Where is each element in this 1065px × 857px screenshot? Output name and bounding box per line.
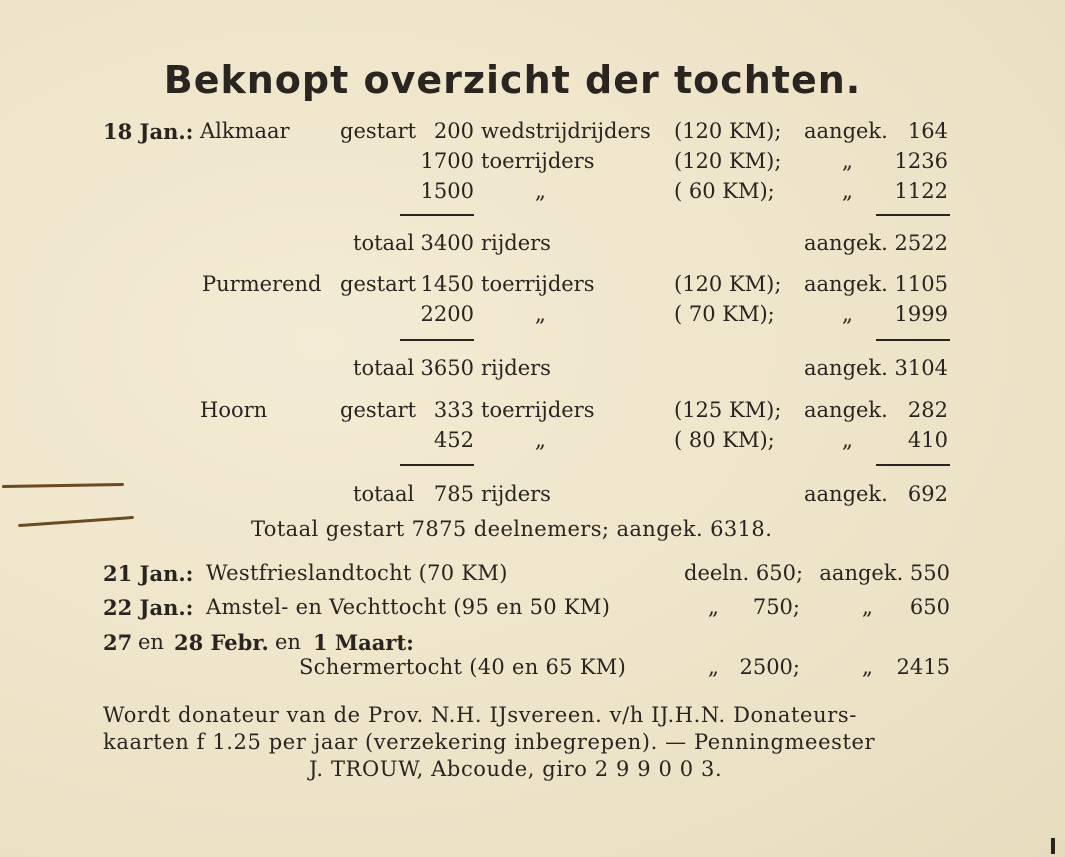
participants: 750;: [752, 595, 800, 619]
place-hoorn: Hoorn: [200, 398, 268, 422]
grand-total: Totaal gestart 7875 deelnemers; aangek. 6318.: [251, 517, 773, 541]
label-started: gestart: [340, 119, 417, 143]
date-amstel: 22 Jan.:: [103, 595, 194, 620]
footer-line-3: J. TROUW, Abcoude, giro 2 9 9 0 0 3.: [309, 757, 723, 781]
distance-cell: (120 KM);: [674, 119, 782, 143]
distance-cell: (120 KM);: [674, 272, 782, 296]
footer-line-2: kaarten f 1.25 per jaar (verzekering inbegrepen). — Penningmeester: [103, 730, 876, 754]
participants: deeln. 650;: [684, 561, 804, 585]
tour-name: Schermertocht (40 en 65 KM): [299, 655, 627, 679]
arrived-cell: 650: [909, 595, 950, 619]
arrived-label: aangek.: [804, 398, 888, 422]
participants: 2500;: [739, 655, 800, 679]
sum-rule: [400, 464, 474, 466]
total-label: totaal: [353, 356, 415, 380]
count-cell: 1700: [420, 149, 474, 173]
date-westfriesland: 21 Jan.:: [103, 561, 194, 586]
place-alkmaar: Alkmaar: [200, 119, 290, 143]
arrived-cell: 410: [907, 428, 948, 452]
ditto-mark: „: [842, 179, 853, 203]
date-alkmaar: 18 Jan.:: [103, 119, 194, 144]
ditto-mark: „: [862, 655, 873, 679]
arrived-cell: 1122: [894, 179, 948, 203]
count-cell: 200: [433, 119, 474, 143]
kind-cell: toerrijders: [481, 149, 595, 173]
count-cell: 1500: [420, 179, 474, 203]
date-schermer-a: 27: [103, 630, 133, 655]
total-count: 785: [433, 482, 474, 506]
tour-name: Amstel- en Vechttocht (95 en 50 KM): [206, 595, 611, 619]
ditto-mark: „: [842, 302, 853, 326]
total-kind: rijders: [481, 231, 551, 255]
sum-rule: [876, 464, 950, 466]
count-cell: 1450: [420, 272, 474, 296]
arrived-label: aangek.: [804, 482, 888, 506]
date-schermer-en: en: [138, 630, 164, 654]
ditto-mark: „: [862, 595, 873, 619]
total-kind: rijders: [481, 482, 551, 506]
arrived-cell: 164: [907, 119, 948, 143]
arrived-cell: 282: [907, 398, 948, 422]
date-schermer-c: 1 Maart:: [313, 630, 414, 655]
label-started: gestart: [340, 272, 417, 296]
arrived-label: aangek.: [804, 231, 888, 255]
sum-rule: [876, 214, 950, 216]
total-arrived: 3104: [894, 356, 948, 380]
label-started: gestart: [340, 398, 417, 422]
arrived-label: aangek.: [804, 272, 888, 296]
count-cell: 333: [433, 398, 474, 422]
tour-name: Westfrieslandtocht (70 KM): [206, 561, 508, 585]
date-schermer-en: en: [275, 630, 301, 654]
count-cell: 2200: [420, 302, 474, 326]
total-arrived: 692: [907, 482, 948, 506]
distance-cell: (125 KM);: [674, 398, 782, 422]
total-kind: rijders: [481, 356, 551, 380]
ink-stain: [2, 483, 124, 488]
ditto-mark: „: [535, 302, 546, 326]
arrived-label: aangek.: [804, 119, 888, 143]
sum-rule: [400, 339, 474, 341]
edge-mark: [1051, 838, 1055, 854]
ditto-mark: „: [535, 179, 546, 203]
footer-line-1: Wordt donateur van de Prov. N.H. IJsvereen. v/h IJ.H.N. Donateurs-: [103, 703, 857, 727]
total-count: 3650: [420, 356, 474, 380]
arrived-cell: 2415: [896, 655, 950, 679]
sum-rule: [876, 339, 950, 341]
ditto-mark: „: [535, 428, 546, 452]
ditto-mark: „: [842, 428, 853, 452]
arrived-cell: aangek. 550: [819, 561, 950, 585]
total-arrived: 2522: [894, 231, 948, 255]
total-label: totaal: [353, 231, 415, 255]
date-schermer-b: 28 Febr.: [174, 630, 269, 655]
ditto-mark: „: [708, 655, 719, 679]
kind-cell: toerrijders: [481, 398, 595, 422]
page-title: Beknopt overzicht der tochten.: [163, 58, 862, 102]
count-cell: 452: [433, 428, 474, 452]
distance-cell: (120 KM);: [674, 149, 782, 173]
place-purmerend: Purmerend: [202, 272, 322, 296]
ditto-mark: „: [842, 149, 853, 173]
kind-cell: toerrijders: [481, 272, 595, 296]
ditto-mark: „: [708, 595, 719, 619]
arrived-cell: 1105: [894, 272, 948, 296]
ink-stain: [18, 516, 134, 527]
arrived-cell: 1236: [894, 149, 948, 173]
kind-cell: wedstrijdrijders: [481, 119, 651, 143]
distance-cell: ( 60 KM);: [674, 179, 775, 203]
distance-cell: ( 80 KM);: [674, 428, 775, 452]
sum-rule: [400, 214, 474, 216]
arrived-cell: 1999: [894, 302, 948, 326]
total-count: 3400: [420, 231, 474, 255]
arrived-label: aangek.: [804, 356, 888, 380]
distance-cell: ( 70 KM);: [674, 302, 775, 326]
total-label: totaal: [353, 482, 415, 506]
